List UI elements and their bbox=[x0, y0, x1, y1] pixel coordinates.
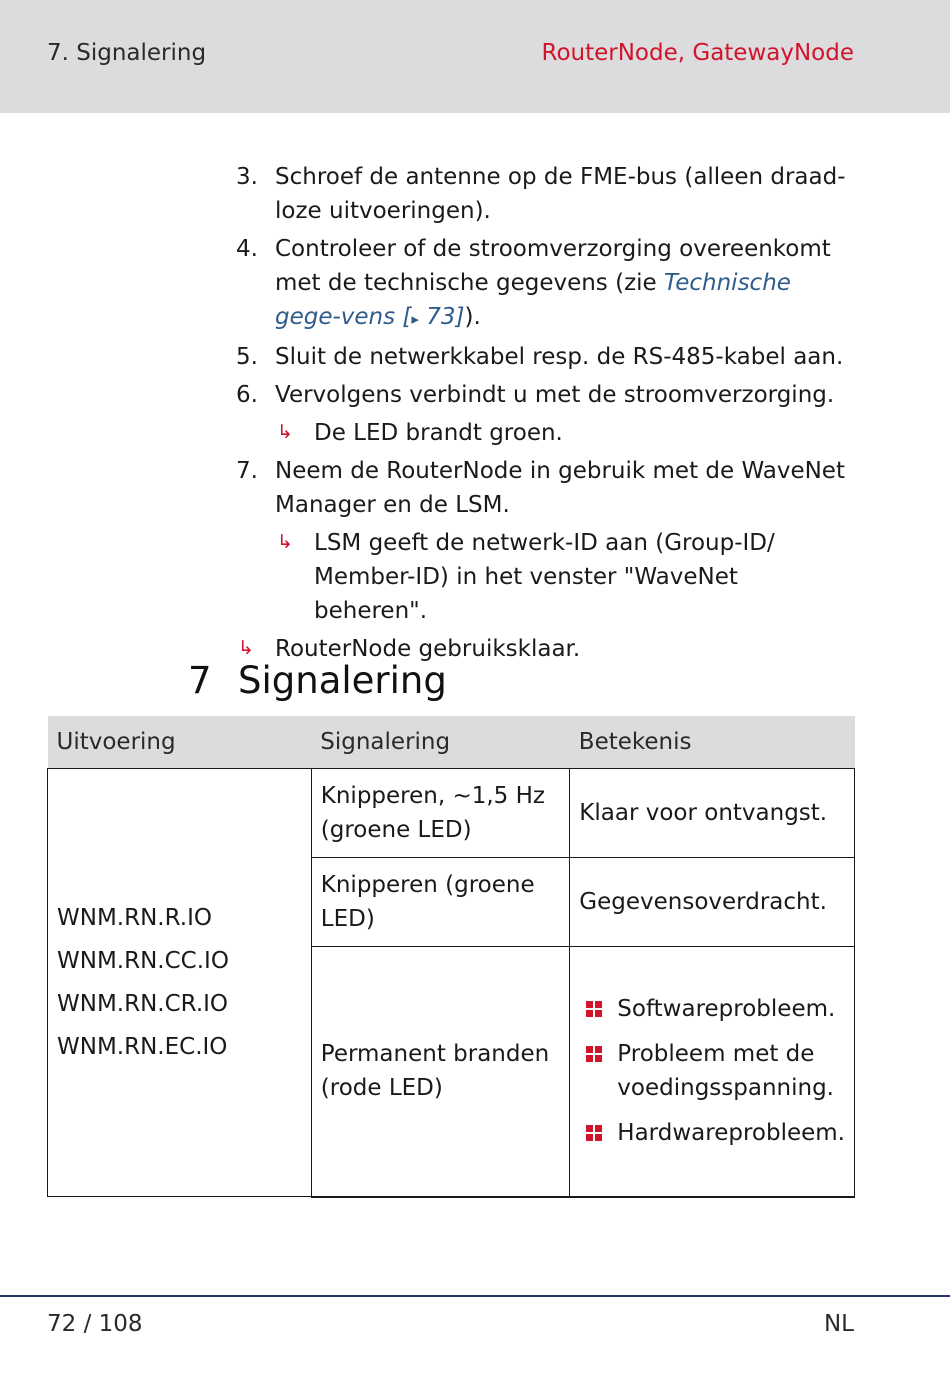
step-number: 7. bbox=[236, 458, 258, 484]
step-text-end: ). bbox=[464, 304, 481, 330]
chapter-label: 7. Signalering bbox=[47, 40, 207, 66]
meaning-list bbox=[579, 992, 845, 1150]
meaning-cell bbox=[570, 947, 855, 1197]
square-bullet-icon bbox=[586, 1046, 602, 1062]
step-number: 6. bbox=[236, 382, 258, 408]
step-number: 4. bbox=[236, 236, 258, 262]
signal-cell: Permanent branden (rode LED) bbox=[311, 947, 570, 1197]
model-item: WNM.RN.CC.IO bbox=[57, 947, 229, 974]
result-arrow-icon: ↳ bbox=[238, 637, 254, 659]
link-text: Technische gege-vens [ bbox=[275, 270, 791, 330]
step-7 bbox=[236, 454, 856, 522]
list-item bbox=[579, 992, 845, 1026]
signal-cell: Knipperen, ~1,5 Hz (groene LED) bbox=[311, 769, 570, 858]
square-bullet-icon bbox=[586, 1125, 602, 1141]
result-text: De LED brandt groen. bbox=[314, 420, 563, 446]
instruction-steps bbox=[236, 160, 856, 670]
meaning-cell: Klaar voor ontvangst. bbox=[570, 769, 855, 858]
result-text: LSM geeft de netwerk-ID aan (Group-ID/ Member-ID) in het venster "WaveNet beheren". bbox=[314, 530, 775, 624]
model-item: WNM.RN.R.IO bbox=[57, 904, 212, 931]
page-number: 72 / 108 bbox=[47, 1311, 143, 1337]
step-text: Vervolgens verbindt u met de stroomverzorging. bbox=[275, 382, 835, 408]
square-bullet-icon bbox=[586, 1001, 602, 1017]
step-text: Schroef de antenne op de FME-bus (alleen draad-loze uitvoeringen). bbox=[275, 164, 846, 224]
step-7-result bbox=[275, 526, 856, 628]
header-betekenis: Betekenis bbox=[570, 716, 855, 769]
list-item-text: Hardwareprobleem. bbox=[617, 1120, 845, 1147]
list-item-text: Softwareprobleem. bbox=[617, 996, 836, 1023]
meaning-cell: Gegevensoverdracht. bbox=[570, 858, 855, 947]
step-text: Sluit de netwerkkabel resp. de RS-485-kabel aan. bbox=[275, 344, 844, 370]
model-item: WNM.RN.EC.IO bbox=[57, 1033, 228, 1060]
result-arrow-icon: ↳ bbox=[277, 531, 293, 553]
table-row bbox=[48, 769, 855, 858]
list-item bbox=[579, 1116, 845, 1150]
model-item: WNM.RN.CR.IO bbox=[57, 990, 229, 1017]
step-6-result bbox=[275, 416, 856, 450]
header-signalering: Signalering bbox=[311, 716, 570, 769]
section-title: Signalering bbox=[238, 659, 447, 702]
footer-divider bbox=[0, 1295, 950, 1297]
models-cell bbox=[48, 769, 312, 1197]
product-label: RouterNode, GatewayNode bbox=[541, 40, 854, 66]
play-arrow-icon: ▸ bbox=[411, 310, 419, 328]
step-4 bbox=[236, 232, 856, 336]
language-label: NL bbox=[823, 1311, 854, 1337]
result-text: RouterNode gebruiksklaar. bbox=[275, 636, 581, 662]
signal-cell: Knipperen (groene LED) bbox=[311, 858, 570, 947]
step-number: 5. bbox=[236, 344, 258, 370]
signaling-table bbox=[47, 716, 855, 1198]
header-uitvoering: Uitvoering bbox=[48, 716, 312, 769]
step-text: Neem de RouterNode in gebruik met de WaveNet Manager en de LSM. bbox=[275, 458, 845, 518]
list-item bbox=[579, 1037, 845, 1105]
step-5 bbox=[236, 340, 856, 374]
step-3 bbox=[236, 160, 856, 228]
step-text: Controleer of de stroomverzorging overeenkomt met de technische gegevens (zie bbox=[275, 236, 831, 296]
table-header-row bbox=[48, 716, 855, 769]
step-number: 3. bbox=[236, 164, 258, 190]
page-header bbox=[0, 0, 950, 113]
link-page: 73] bbox=[418, 304, 465, 330]
result-arrow-icon: ↳ bbox=[277, 421, 293, 443]
list-item-text: Probleem met de voedingsspanning. bbox=[617, 1041, 834, 1102]
section-number: 7 bbox=[188, 659, 212, 702]
step-6 bbox=[236, 378, 856, 412]
